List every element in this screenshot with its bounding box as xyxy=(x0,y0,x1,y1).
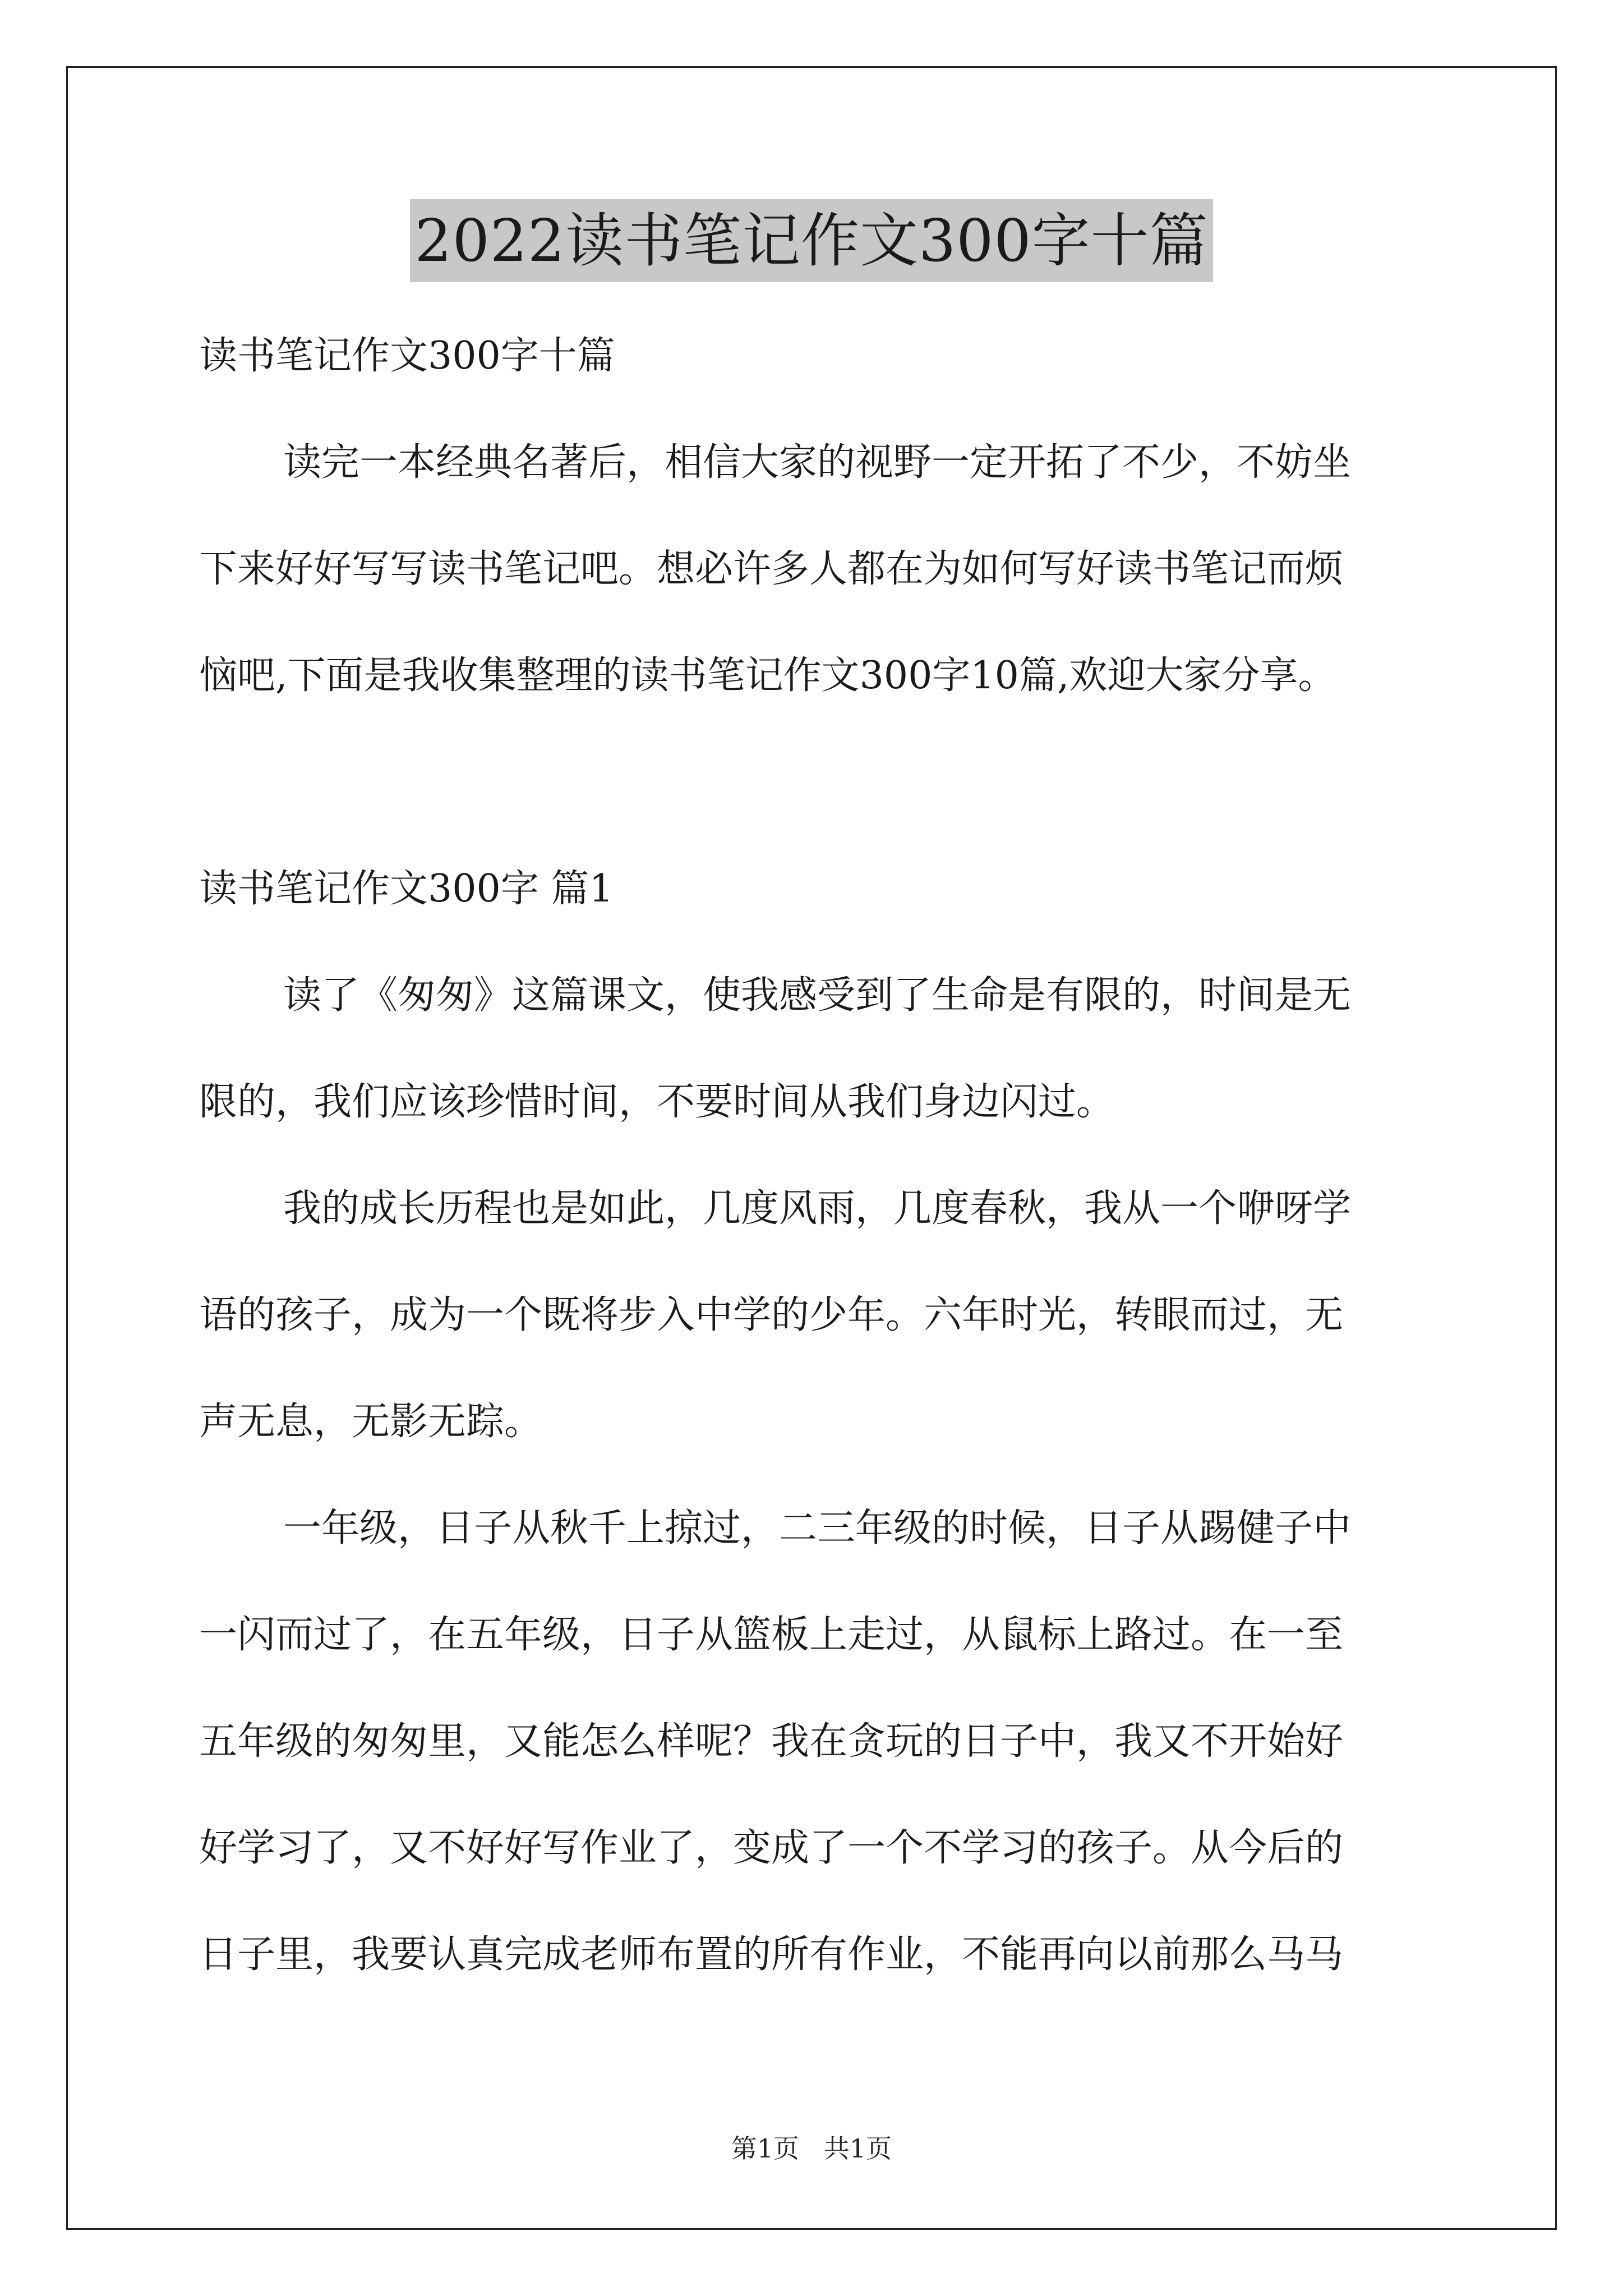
section-heading: 读书笔记作文300字 篇1 xyxy=(199,867,614,911)
paragraph-line: 读了《匆匆》这篇课文，使我感受到了生命是有限的，时间是无 xyxy=(283,973,1352,1018)
paragraph-line: 五年级的匆匆里，又能怎么样呢？我在贪玩的日子中，我又不开始好 xyxy=(199,1719,1344,1764)
spacer xyxy=(199,729,1430,836)
intro-line: 恼吧,下面是我收集整理的读书笔记作文300字10篇,欢迎大家分享。 xyxy=(199,654,1336,698)
intro-line: 读完一本经典名著后，相信大家的视野一定开拓了不少，不妨坐 xyxy=(283,440,1352,485)
paragraph-line: 一闪而过了，在五年级，日子从篮板上走过，从鼠标上路过。在一至 xyxy=(199,1613,1344,1657)
paragraph-line: 我的成长历程也是如此，几度风雨，几度春秋，我从一个咿呀学 xyxy=(283,1186,1352,1231)
title-container xyxy=(0,199,1623,282)
paragraph-line: 限的，我们应该珍惜时间，不要时间从我们身边闪过。 xyxy=(199,1080,1115,1124)
paragraph-line: 声无息，无影无踪。 xyxy=(199,1400,543,1444)
document-title: 2022读书笔记作文300字十篇 xyxy=(410,199,1212,282)
document-body xyxy=(199,303,1430,2008)
paragraph-line: 好学习了，又不好好写作业了，变成了一个不学习的孩子。从今后的 xyxy=(199,1826,1344,1870)
page-footer: 第1页 共1页 xyxy=(731,2133,892,2164)
paragraph-line: 语的孩子，成为一个既将步入中学的少年。六年时光，转眼而过，无 xyxy=(199,1293,1344,1337)
intro-line: 下来好好写写读书笔记吧。想必许多人都在为如何写好读书笔记而烦 xyxy=(199,547,1344,591)
subtitle: 读书笔记作文300字十篇 xyxy=(199,334,615,378)
paragraph-line: 日子里，我要认真完成老师布置的所有作业，不能再向以前那么马马 xyxy=(199,1932,1344,1977)
paragraph-line: 一年级，日子从秋千上掠过，二三年级的时候，日子从踢健子中 xyxy=(283,1506,1352,1550)
